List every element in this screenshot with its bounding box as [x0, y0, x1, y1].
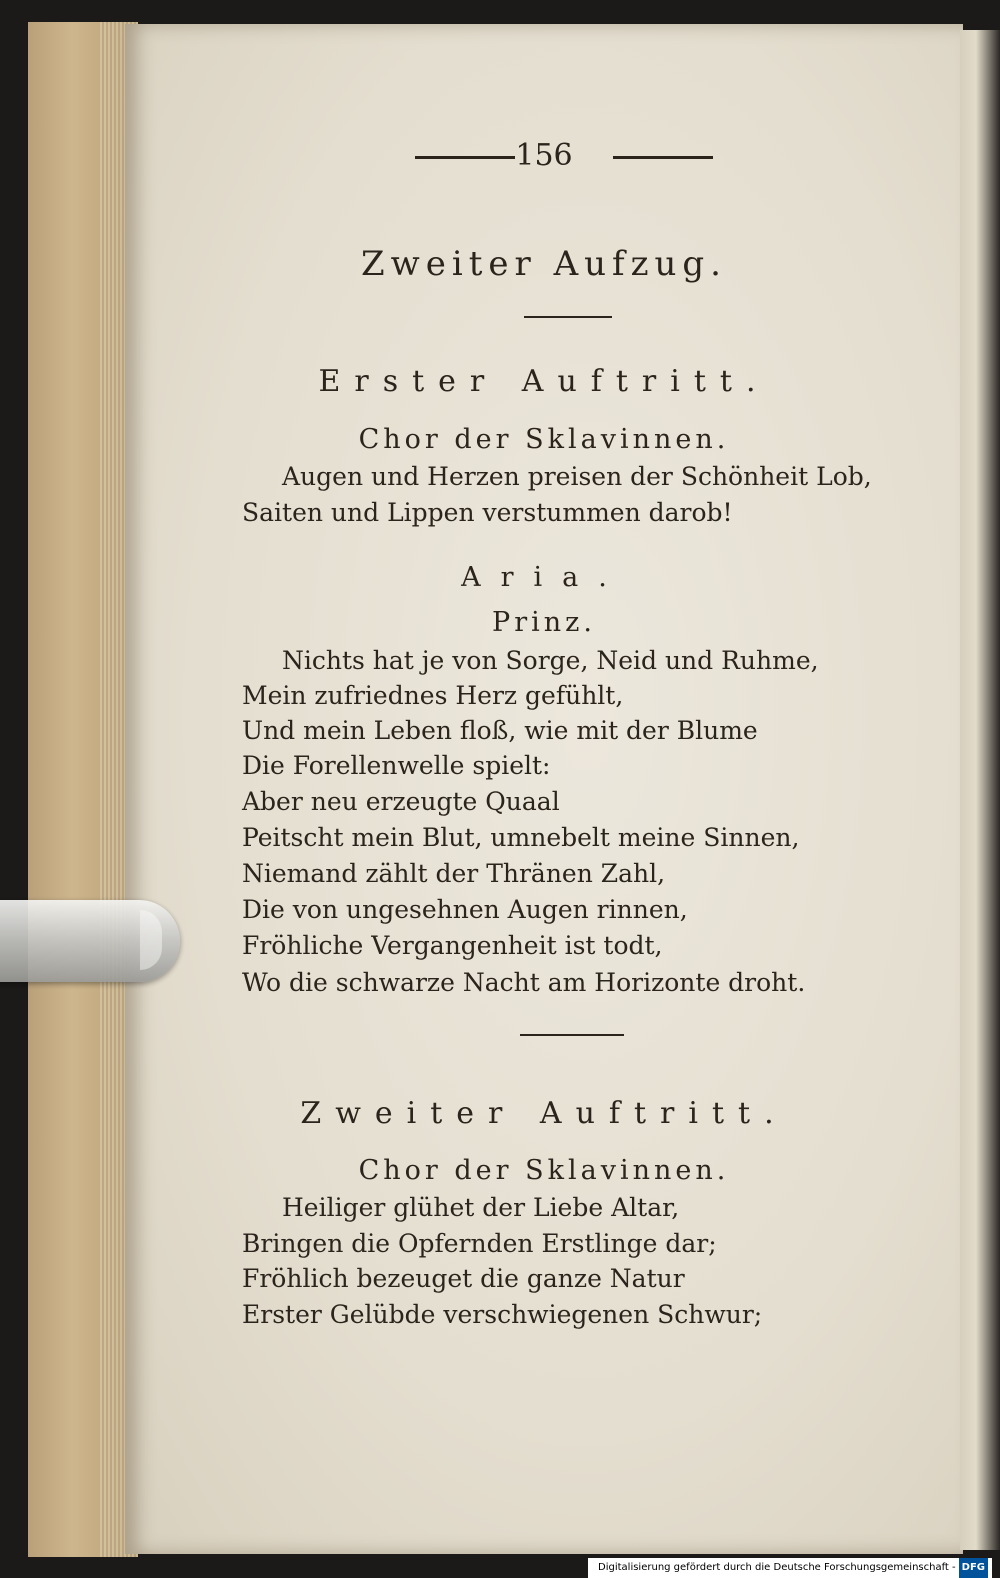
- scene1-chorus-role: Chor der Sklavinnen.: [358, 424, 730, 455]
- digitization-credit: [588, 1558, 992, 1578]
- credit-text: Digitalisierung gefördert durch die Deutsche Forschungsgemeinschaft -: [598, 1562, 956, 1573]
- scene1-title: Erster Auftritt.: [318, 364, 770, 399]
- aria-line: Wo die schwarze Nacht am Horizonte droht.: [242, 968, 806, 997]
- aria-line: Mein zufriednes Herz gefühlt,: [242, 681, 624, 710]
- dfg-logo: DFG: [959, 1558, 988, 1578]
- aria-line: Aber neu erzeugte Quaal: [242, 787, 560, 816]
- aria-heading: Aria.: [461, 562, 627, 593]
- scene2-title: Zweiter Auftritt.: [300, 1096, 788, 1131]
- aria-line: Die von ungesehnen Augen rinnen,: [242, 895, 688, 924]
- scene2-chorus-line: Bringen die Opfernden Erstlinge dar;: [242, 1229, 717, 1258]
- scene2-chorus-line: Heiliger glühet der Liebe Altar,: [282, 1193, 680, 1222]
- act-title: Zweiter Aufzug.: [361, 244, 727, 284]
- page-number-right-rule: [613, 156, 713, 159]
- page-number: 156: [515, 138, 573, 173]
- facing-page-edge: [960, 30, 1000, 1550]
- page-clip-overlay: [0, 900, 180, 982]
- aria-line: Die Forellenwelle spielt:: [242, 751, 551, 780]
- scene-divider: [520, 1034, 624, 1036]
- scene1-chorus-line: Saiten und Lippen verstummen darob!: [242, 498, 733, 527]
- aria-line: Nichts hat je von Sorge, Neid und Ruhme,: [282, 646, 819, 675]
- aria-line: Peitscht mein Blut, umnebelt meine Sinnen,: [242, 823, 800, 852]
- scene2-chorus-line: Fröhlich bezeuget die ganze Natur: [242, 1264, 685, 1293]
- aria-role: Prinz.: [492, 607, 596, 638]
- scene1-chorus-line: Augen und Herzen preisen der Schönheit Lob,: [282, 462, 872, 491]
- aria-line: Und mein Leben floß, wie mit der Blume: [242, 716, 758, 745]
- scene2-chorus-line: Erster Gelübde verschwiegenen Schwur;: [242, 1300, 763, 1329]
- act-divider: [524, 316, 612, 318]
- aria-line: Fröhliche Vergangenheit ist todt,: [242, 931, 663, 960]
- scene2-chorus-role: Chor der Sklavinnen.: [358, 1155, 730, 1186]
- aria-line: Niemand zählt der Thränen Zahl,: [242, 859, 666, 888]
